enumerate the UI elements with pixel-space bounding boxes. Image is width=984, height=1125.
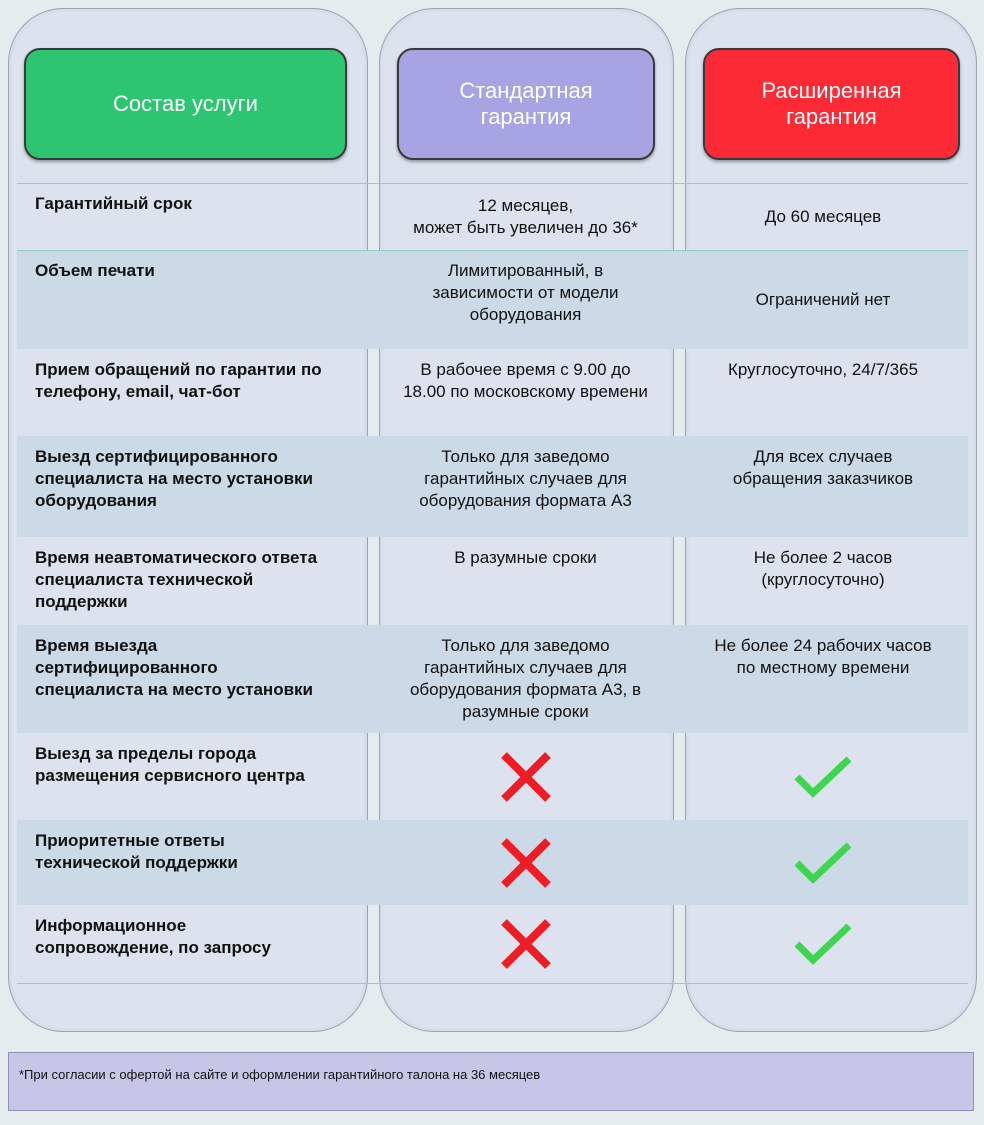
extended-value: Ограничений нет xyxy=(755,289,891,309)
table-row xyxy=(17,905,968,983)
standard-value: 12 месяцев, может быть увеличен до 36* xyxy=(413,195,638,237)
table-row xyxy=(17,250,968,349)
header-service-composition xyxy=(24,48,347,160)
standard-value: В рабочее время с 9.00 до 18.00 по московскому времени xyxy=(403,360,648,401)
check-icon xyxy=(685,905,961,983)
header-label: Стандартная гарантия xyxy=(459,78,593,129)
table-row xyxy=(17,349,968,436)
row-label: Объем печати xyxy=(35,261,155,280)
row-divider xyxy=(17,983,968,984)
header-standard-warranty xyxy=(397,48,655,160)
row-label: Приоритетные ответы технической поддержки xyxy=(35,831,238,872)
footnote: *При согласии с офертой на сайте и оформлении гарантийного талона на 36 месяцев xyxy=(8,1052,974,1111)
check-icon xyxy=(685,820,961,905)
row-label: Гарантийный срок xyxy=(35,194,192,213)
standard-value: В разумные сроки xyxy=(454,548,597,567)
row-label: Время выезда сертифицированного специалиста на место установки xyxy=(35,636,313,699)
extended-value: Круглосуточно, 24/7/365 xyxy=(727,360,919,379)
table-row xyxy=(17,183,968,250)
row-divider xyxy=(17,250,968,251)
table-row xyxy=(17,537,968,625)
table-row xyxy=(17,436,968,537)
row-label: Информационное сопровождение, по запросу xyxy=(35,916,271,957)
standard-value: Лимитированный, в зависимости от модели оборудования xyxy=(432,261,619,324)
extended-value: Для всех случаев обращения заказчиков xyxy=(732,447,914,488)
row-divider xyxy=(17,183,968,184)
extended-value: Не более 24 рабочих часов по местному времени xyxy=(714,636,932,677)
table-row xyxy=(17,625,968,733)
row-label: Время неавтоматического ответа специалиста технической поддержки xyxy=(35,548,318,611)
cross-icon xyxy=(379,905,672,983)
header-label: Состав услуги xyxy=(113,91,258,116)
standard-value: Только для заведомо гарантийных случаев для оборудования формата А3 xyxy=(419,447,632,510)
row-label: Выезд за пределы города размещения сервисного центра xyxy=(35,744,305,785)
table-row xyxy=(17,820,968,905)
row-label: Выезд сертифицированного специалиста на место установки оборудования xyxy=(35,447,313,510)
table-row xyxy=(17,733,968,820)
cross-icon xyxy=(379,733,672,820)
extended-value: До 60 месяцев xyxy=(764,206,882,226)
standard-value: Только для заведомо гарантийных случаев для оборудования формата А3, в разумные сроки xyxy=(409,636,642,721)
check-icon xyxy=(685,733,961,820)
header-extended-warranty xyxy=(703,48,960,160)
row-label: Прием обращений по гарантии по телефону, email, чат-бот xyxy=(35,360,322,401)
cross-icon xyxy=(379,820,672,905)
extended-value: Не более 2 часов (круглосуточно) xyxy=(753,548,893,589)
header-label: Расширенная гарантия xyxy=(761,78,902,129)
